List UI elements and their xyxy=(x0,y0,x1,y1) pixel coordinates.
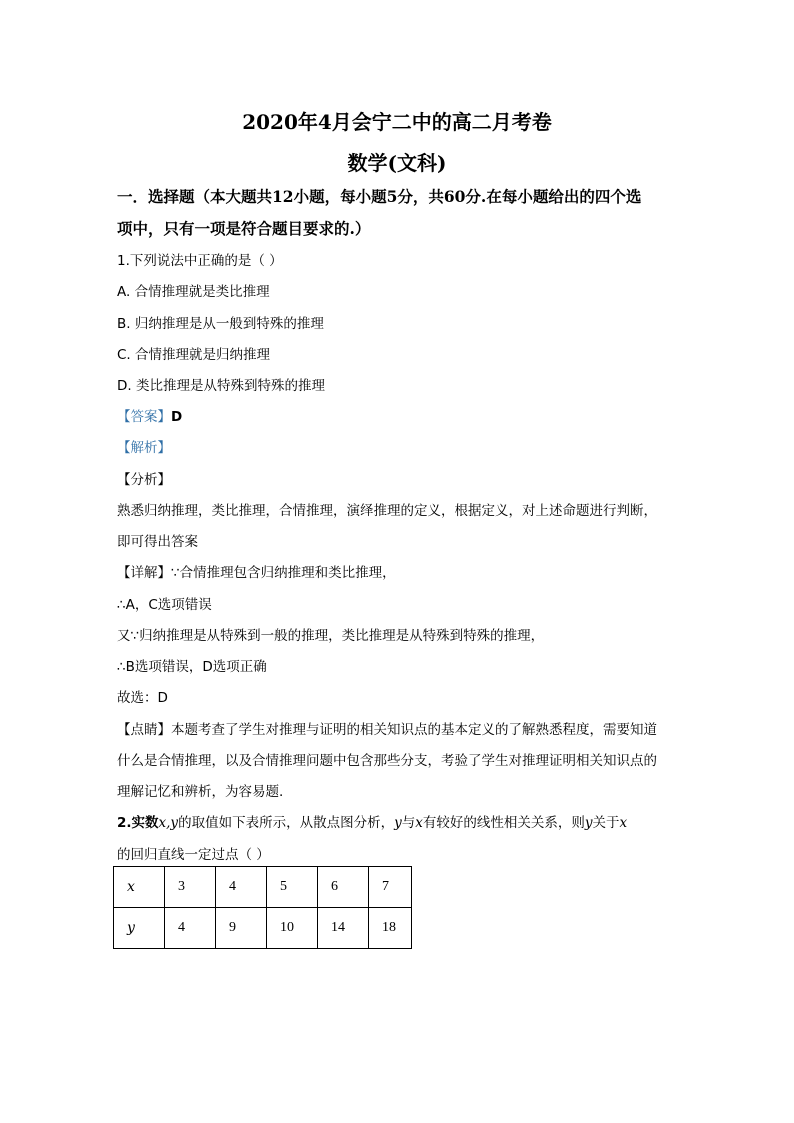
comment-line3: 理解记忆和辨析，为容易题. xyxy=(117,784,284,800)
answer-value: D xyxy=(171,409,183,425)
section-heading-line2: 项中，只有一项是符合题目要求的.） xyxy=(117,219,371,238)
comment-line1 xyxy=(117,718,657,738)
exam-subtitle: 数学(文科) xyxy=(347,151,447,175)
table-cell: x xyxy=(114,867,165,908)
question-1-option-c: C. 合情推理就是归纳推理 xyxy=(117,347,271,363)
detail-line3: 又∵归纳推理是从特殊到一般的推理，类比推理是从特殊到特殊的推理， xyxy=(117,628,545,644)
table-row-y xyxy=(114,908,412,949)
q2-math-y: y xyxy=(584,815,593,831)
table-cell: y xyxy=(114,908,165,949)
table-cell: 18 xyxy=(369,908,412,949)
question-1-option-d: D. 类比推理是从特殊到特殊的推理 xyxy=(117,378,325,394)
table-cell: 7 xyxy=(369,867,412,908)
fenxi-text-line1: 熟悉归纳推理，类比推理，合情推理，演绎推理的定义，根据定义，对上述命题进行判断， xyxy=(117,503,657,519)
section-heading-line1: 一．选择题（本大题共12小题，每小题5分，共60分.在每小题给出的四个选 xyxy=(117,187,642,206)
table-cell: 4 xyxy=(216,867,267,908)
fenxi-text-line2: 即可得出答案 xyxy=(117,534,198,550)
comment-text: 本题考查了学生对推理与证明的相关知识点的基本定义的了解熟悉程度，需要知道 xyxy=(171,722,657,738)
question-2-stem-line2: 的回归直线一定过点（ ） xyxy=(117,847,270,863)
q2-text-part: 2.实数 xyxy=(117,815,159,831)
detail-line2: ∴A，C选项错误 xyxy=(117,597,212,613)
q2-math-y: y xyxy=(394,815,402,831)
question-1-option-b: B. 归纳推理是从一般到特殊的推理 xyxy=(117,316,324,332)
question-1-stem: 1.下列说法中正确的是（ ） xyxy=(117,253,283,269)
table-cell: 4 xyxy=(165,908,216,949)
answer-line xyxy=(117,405,182,425)
detail-label: 【详解】 xyxy=(117,565,171,581)
detail-line4: ∴B选项错误，D选项正确 xyxy=(117,659,267,675)
answer-label: 【答案】 xyxy=(117,409,171,425)
table-cell: 9 xyxy=(216,908,267,949)
xy-value-table xyxy=(113,866,412,949)
q2-text-part: 与 xyxy=(401,815,416,831)
q2-math-xy: x,y xyxy=(158,815,179,831)
table-cell: 10 xyxy=(267,908,318,949)
q2-math-x: x xyxy=(619,815,628,831)
question-1-option-a: A. 合情推理就是类比推理 xyxy=(117,284,270,300)
analysis-label: 【解析】 xyxy=(117,440,171,456)
table-cell: 14 xyxy=(318,908,369,949)
detail-line5: 故选：D xyxy=(117,690,168,706)
q2-text-part: 的取值如下表所示，从散点图分析， xyxy=(178,815,395,831)
exam-title: 2020年4月会宁二中的高二月考卷 xyxy=(242,110,552,134)
table-cell: 5 xyxy=(267,867,318,908)
table-cell: 6 xyxy=(318,867,369,908)
table-cell: 3 xyxy=(165,867,216,908)
q2-math-x: x xyxy=(415,815,423,831)
comment-label: 【点睛】 xyxy=(117,722,171,738)
detail-line1 xyxy=(117,561,396,581)
q2-text-part: 有较好的线性相关关系，则 xyxy=(422,815,585,831)
detail-text: ∵合情推理包含归纳推理和类比推理， xyxy=(171,565,396,581)
comment-line2: 什么是合情推理，以及合情推理问题中包含那些分支，考验了学生对推理证明相关知识点的 xyxy=(117,753,657,769)
table-row-x xyxy=(114,867,412,908)
fenxi-label: 【分析】 xyxy=(117,472,171,488)
q2-text-part: 关于 xyxy=(592,815,620,831)
question-2-stem-line1 xyxy=(117,811,627,831)
